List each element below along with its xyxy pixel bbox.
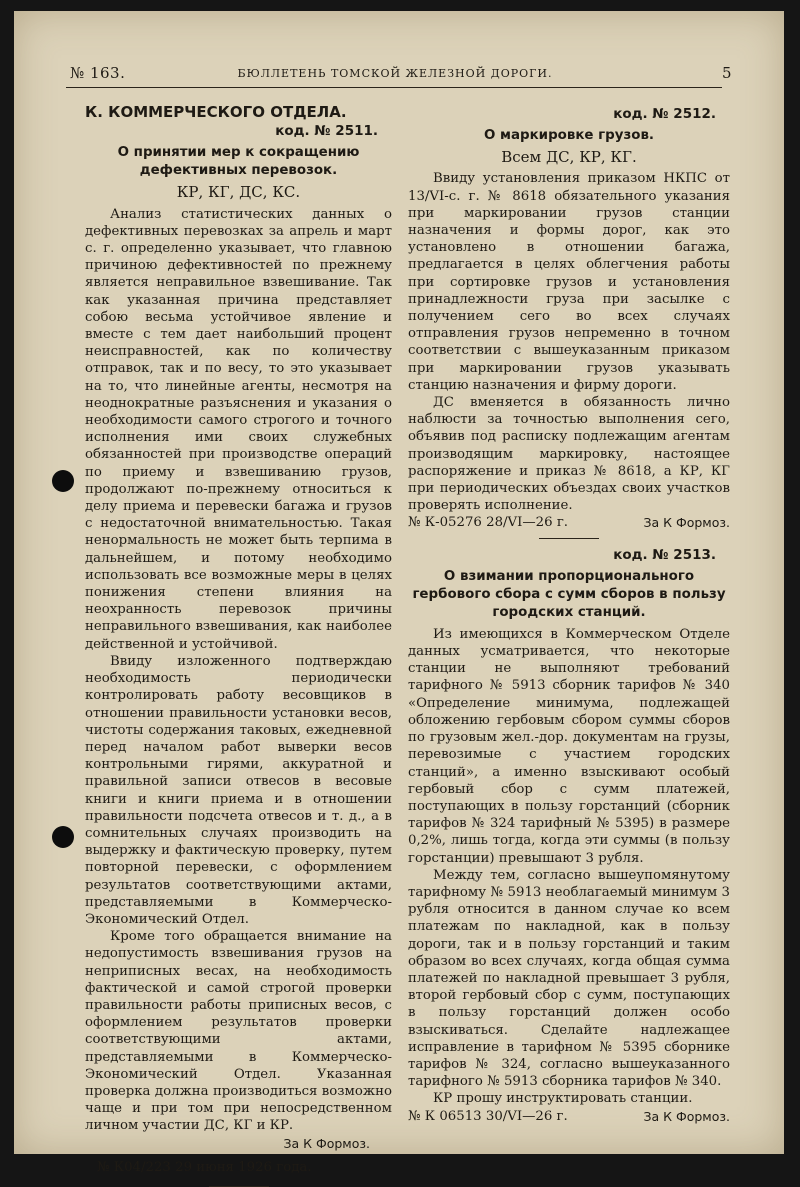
- order-code: код. № 2513.: [613, 546, 716, 563]
- section-title: К. КОММЕРЧЕСКОГО ОТДЕЛА.: [85, 103, 347, 121]
- paragraph: Между тем, согласно вышеупомянутому тарифному № 5913 необлагаемый минимум 3 рубля относится в данном случае ко всем платежам по накладной, как в пользу дороги, так и в пользу горстанций и таким образом во всех случаях, когда общая сумма платежей по накладной превышает 3 рубля, второй гербовый сбор с сумм, поступающих в пользу горстанций должен особо взыскиваться. Сделайте надлежащее исправление в тарифном № 5395 сборнике тарифов № 324, согласно вышеуказанного тарифного № 5913 сборника тарифов № 340.: [408, 867, 730, 1090]
- header-rule: [66, 87, 722, 88]
- order-heading: О принятии мер к сокращению дефективных перевозок.: [117, 145, 360, 179]
- paragraph: Из имеющихся в Коммерческом Отделе данных усматривается, что некоторые станции не выполняют требований тарифного № 5913 сборник тарифов № 340 «Определение минимума, подлежащей обложению гербовым сбором суммы сборов по грузовым жел.-дор. документам на грузы, перевозимые с участием городских станций», а именно взыскивают особый гербовый сбор с сумм платежей, поступающих в пользу горстанций (сборник тарифов № 324 тарифный № 5395) в размере 0,2%, лишь тогда, когда эти суммы (в пользу горстанции) превышают 3 рубля.: [408, 626, 730, 866]
- paragraph: Кроме того обращается внимание на недопустимость взвешивания грузов на неприписных весах, на необходимость фактической и самой строгой проверки правильности работы приписных весов, с оформлением результатов проверки соответствующими актами, представляемыми в Коммерческо-Экономический Отдел. Указанная проверка должна производиться возможно чаще и при том при непосредственном личном участии ДС, КГ и КР.: [85, 929, 392, 1134]
- paragraph: КР прошу инструктировать станции.: [433, 1091, 693, 1107]
- issue-number: № 163.: [70, 64, 126, 82]
- paragraph: Ввиду изложенного подтверждаю необходимость периодически контролировать работу весовщиков в отношении правильности установки весов, чистоты содержания таковых, ежедневной перед началом работ выверки весов контрольными гирями, аккуратной и правильной записи отвесов в весовые книги и книги приема и в отношении правильности подсчета отвесов и т. д., а в сомнительных случаях производить на выдержку и фактическую проверку, путем повторной перевески, с оформлением результатов соответствующими актами, представляемыми в Коммерческо-Экономический Отдел.: [85, 653, 392, 927]
- signature-line: [408, 514, 730, 531]
- punch-hole-bottom: [52, 826, 74, 848]
- order-addressees: КР, КГ, ДС, КС.: [176, 183, 301, 202]
- right-column: [408, 104, 730, 1125]
- left-column: [85, 104, 392, 1187]
- running-header: [60, 62, 730, 84]
- page-number: 5: [721, 64, 732, 82]
- order-code: код. № 2512.: [613, 106, 716, 122]
- order-reference: № К04/223 29 июня 1926 года.: [97, 1159, 312, 1175]
- order-code: код. № 2511.: [275, 123, 378, 140]
- order-reference: № К-05276 28/VI—26 г.: [408, 515, 569, 531]
- signature: За К Формоз.: [283, 1135, 370, 1151]
- order-heading: О маркировке грузов.: [483, 128, 655, 144]
- signature: За К Формоз.: [643, 1108, 730, 1124]
- order-addressees: Всем ДС, КР, КГ.: [501, 148, 637, 167]
- paragraph: ДС вменяется в обязанность лично наблюсти за точностью выполнения сего, объявив под расписку подлежащим агентам производящим маркировку, настоящее распоряжение и приказ № 8618, а КР, КГ при периодических объездах своих участков проверять исполнение.: [408, 395, 730, 514]
- paragraph: Анализ статистических данных о дефективных перевозках за апрель и март с. г. определенно указывает, что главною причиною дефективностей по прежнему является неправильное взвешивание. Так как указанная причина представляет собою весьма устойчивое явление и вместе с тем дает наибольший процент неисправностей, как по количеству отправок, так и по весу, то это указывает на то, что линейные агенты, несмотря на неоднократные разъяснения и указания о необходимости самого строгого и точного исполнения ими своих служебных обязанностей при производстве операций по приему и взвешиванию грузов, продолжают по-прежнему относиться к делу приема и перевески багажа и грузов с недостаточной внимательностью. Такая ненормальность не может быть терпима в дальнейшем, и потому необходимо использовать все возможные меры в целях понижения степени влияния на неохранность перевозок причины неправильного взвешивания, как наиболее действенной и устойчивой.: [85, 206, 392, 652]
- order-heading: О взимании пропорционального гербового сбора с сумм сборов в пользу городских станций.: [412, 568, 726, 620]
- signature: За К Формоз.: [643, 515, 730, 531]
- bulletin-title: БЮЛЛЕТЕНЬ ТОМСКОЙ ЖЕЛЕЗНОЙ ДОРОГИ.: [237, 67, 553, 80]
- order-reference: № К 06513 30/VI—26 г.: [408, 1108, 568, 1124]
- punch-hole-top: [52, 470, 74, 492]
- signature-line: [408, 1108, 730, 1125]
- signature-line: [85, 1135, 392, 1152]
- section-divider: [539, 538, 599, 539]
- paragraph: Ввиду установления приказом НКПС от 13/VI-с. г. № 8618 обязательного указания при маркировании грузов станции назначения и формы дорог, как это установлено в отношении багажа, предлагается в целях облегчения работы при сортировке грузов и установления принадлежности груза при засылке с получением сего во всех случаях отправления грузов непременно в точном соответствии с вышеуказанным приказом при маркировании грузов указывать станцию назначения и фирму дороги.: [408, 171, 730, 393]
